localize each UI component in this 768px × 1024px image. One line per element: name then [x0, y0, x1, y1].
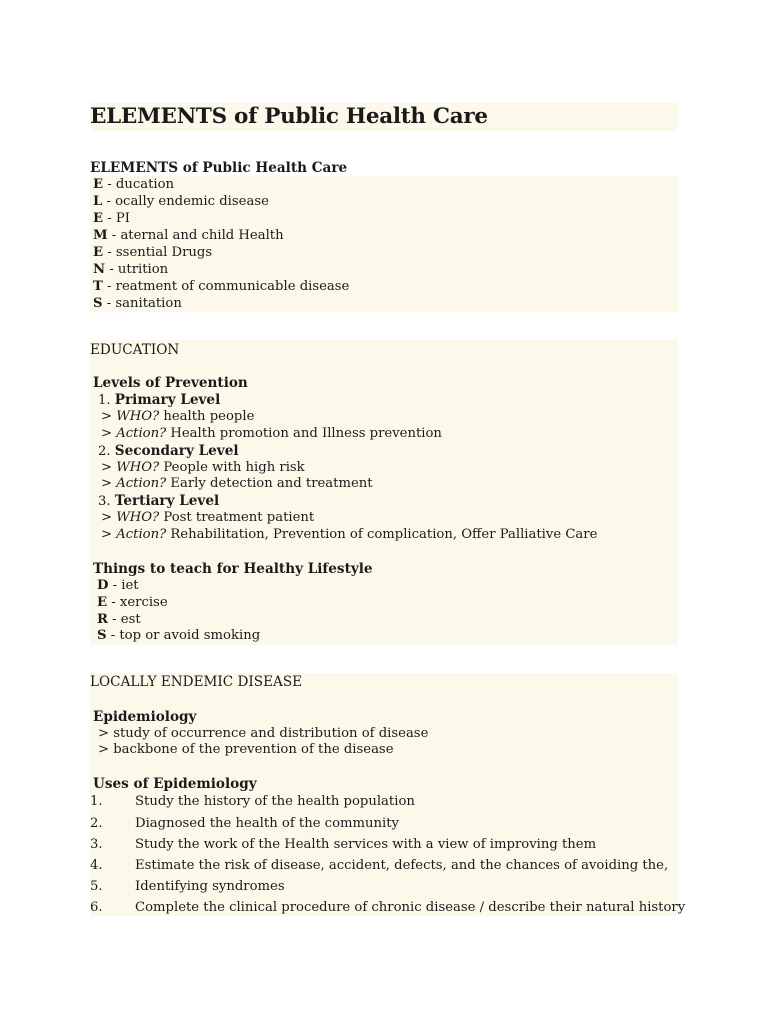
use-text: Study the work of the Health services with a view of improving them: [135, 837, 597, 852]
use-text: Study the history of the health population: [135, 794, 415, 809]
level-action: > Action? Early detection and treatment: [101, 476, 373, 491]
list-item: R - est: [97, 612, 141, 627]
level-who: > WHO? health people: [101, 409, 255, 424]
lifestyle-heading: Things to teach for Healthy Lifestyle: [93, 561, 373, 577]
level-title: 3. Tertiary Level: [98, 493, 220, 509]
use-number: 3.: [90, 837, 103, 852]
use-number: 4.: [90, 858, 103, 873]
list-item: > study of occurrence and distribution of disease: [98, 726, 429, 741]
level-title: 2. Secondary Level: [98, 443, 239, 459]
use-text: Complete the clinical procedure of chronic disease / describe their natural history: [135, 900, 686, 915]
level-action: > Action? Rehabilitation, Prevention of complication, Offer Palliative Care: [101, 527, 598, 542]
level-who: > WHO? Post treatment patient: [101, 510, 315, 525]
list-item: E - ssential Drugs: [93, 245, 213, 260]
list-item: M - aternal and child Health: [93, 228, 284, 243]
list-item: > backbone of the prevention of the disease: [98, 742, 394, 757]
use-text: Identifying syndromes: [135, 879, 285, 894]
list-item: L - ocally endemic disease: [93, 194, 269, 209]
level-action: > Action? Health promotion and Illness prevention: [101, 426, 442, 441]
title-highlight: [90, 103, 678, 131]
levels-heading: Levels of Prevention: [93, 375, 248, 391]
use-number: 1.: [90, 794, 103, 809]
epidemiology-heading: Epidemiology: [93, 709, 197, 725]
use-number: 2.: [90, 816, 103, 831]
list-item: D - iet: [97, 578, 139, 593]
level-title: 1. Primary Level: [98, 392, 221, 408]
list-item: E - PI: [93, 211, 130, 226]
use-text: Estimate the risk of disease, accident, defects, and the chances of avoiding the,: [135, 858, 669, 873]
use-number: 6.: [90, 900, 103, 915]
list-item: E - ducation: [93, 177, 175, 192]
list-item: S - sanitation: [93, 296, 182, 311]
uses-heading: Uses of Epidemiology: [93, 776, 257, 792]
level-who: > WHO? People with high risk: [101, 460, 305, 475]
list-item: T - reatment of communicable disease: [93, 279, 350, 294]
list-item: N - utrition: [93, 262, 169, 277]
use-number: 5.: [90, 879, 103, 894]
education-heading: EDUCATION: [90, 342, 180, 358]
page-title: ELEMENTS of Public Health Care: [90, 104, 488, 129]
use-text: Diagnosed the health of the community: [135, 816, 399, 831]
list-item: S - top or avoid smoking: [97, 628, 261, 643]
list-item: E - xercise: [97, 595, 168, 610]
endemic-heading: LOCALLY ENDEMIC DISEASE: [90, 674, 303, 690]
elements-heading: ELEMENTS of Public Health Care: [90, 160, 348, 176]
